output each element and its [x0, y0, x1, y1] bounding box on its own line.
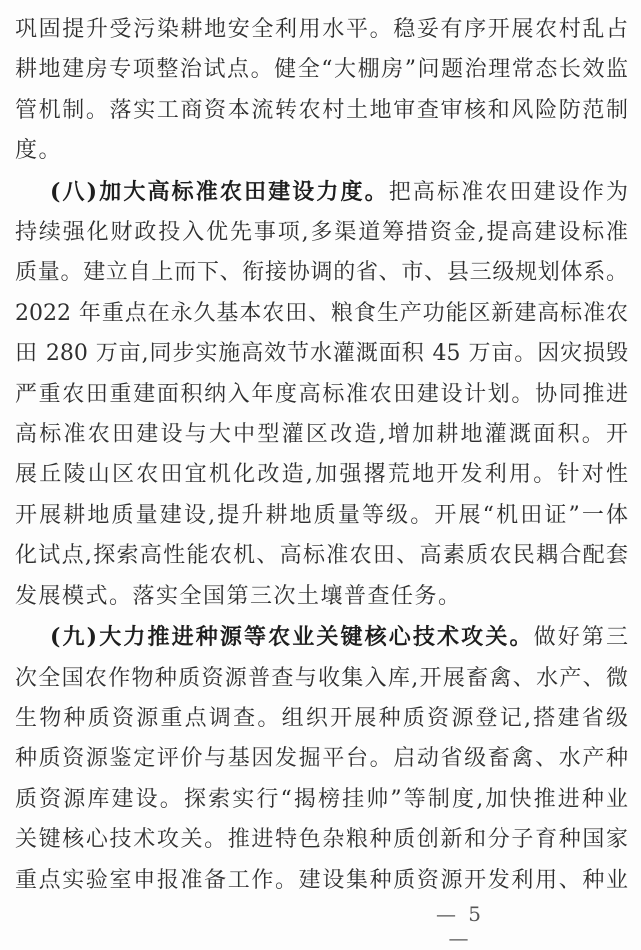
- text-line: [15, 50, 628, 90]
- text-line: [15, 820, 628, 860]
- line-text: 持续强化财政投入优先事项,多渠道筹措资金,提高建设标准: [15, 220, 628, 246]
- page-number: — 5 —: [435, 902, 485, 950]
- line-text: 管机制。落实工商资本流转农村土地审查审核和风险防范制: [15, 97, 628, 123]
- text-line: [15, 577, 628, 617]
- text-line: [15, 739, 628, 779]
- line-text: 开展耕地质量建设,提升耕地质量等级。开展“机田证”一体: [15, 502, 628, 528]
- line-text: 严重农田重建面积纳入年度高标准农田建设计划。协同推进: [15, 381, 628, 407]
- line-text: 关键核心技术攻关。推进特色杂粮种质创新和分子育种国家: [15, 827, 628, 853]
- text-line: [15, 496, 628, 536]
- text-line: [15, 861, 628, 901]
- line-text: 耕地建房专项整治试点。健全“大棚房”问题治理常态长效监: [15, 57, 628, 83]
- line-text: 高标准农田建设与大中型灌区改造,增加耕地灌溉面积。开: [15, 422, 628, 448]
- line-text: 化试点,探索高性能农机、高标准农田、高素质农民耦合配套: [15, 543, 628, 569]
- text-line: [15, 617, 628, 658]
- line-text: 重点实验室申报准备工作。建设集种质资源开发利用、种业: [15, 867, 628, 893]
- document-body: [15, 10, 628, 901]
- text-line: [15, 91, 628, 131]
- line-text: 次全国农作物种质资源普查与收集入库,开展畜禽、水产、微: [15, 665, 628, 691]
- text-line: [15, 375, 628, 415]
- line-text: 巩固提升受污染耕地安全利用水平。稳妥有序开展农村乱占: [15, 17, 628, 42]
- text-line: [15, 659, 628, 699]
- line-text: 田 280 万亩,同步实施高效节水灌溉面积 45 万亩。因灾损毁: [15, 341, 628, 367]
- line-text: 2022 年重点在永久基本农田、粮食生产功能区新建高标准农: [15, 300, 628, 326]
- text-line: [15, 172, 628, 213]
- line-text: 生物种质资源重点调查。组织开展种质资源登记,搭建省级: [15, 705, 628, 731]
- line-text: 做好第三: [533, 625, 628, 651]
- paragraph: [15, 617, 628, 901]
- line-text: 质资源库建设。探索实行“揭榜挂帅”等制度,加快推进种业: [15, 786, 628, 812]
- text-line: [15, 780, 628, 820]
- paragraph: [15, 10, 628, 172]
- line-text: 展丘陵山区农田宜机化改造,加强撂荒地开发利用。针对性: [15, 462, 628, 488]
- text-line: [15, 455, 628, 495]
- text-line: [15, 536, 628, 576]
- text-line: [15, 699, 628, 739]
- text-line: [15, 294, 628, 334]
- text-line: [15, 131, 628, 171]
- text-line: [15, 10, 628, 50]
- text-line: [15, 415, 628, 455]
- line-text: 度。: [15, 138, 63, 164]
- section-heading: (八)加大高标准农田建设力度。: [50, 178, 389, 205]
- text-line: [15, 253, 628, 293]
- paragraph: [15, 172, 628, 617]
- line-text: 发展模式。落实全国第三次土壤普查任务。: [15, 583, 462, 609]
- text-line: [15, 334, 628, 374]
- line-text: 质量。建立自上而下、衔接协调的省、市、县三级规划体系。: [15, 260, 628, 286]
- section-heading: (九)大力推进种源等农业关键核心技术攻关。: [50, 624, 534, 651]
- text-line: [15, 213, 628, 253]
- line-text: 种质资源鉴定评价与基因发掘平台。启动省级畜禽、水产种: [15, 746, 628, 772]
- line-text: 把高标准农田建设作为: [388, 179, 628, 205]
